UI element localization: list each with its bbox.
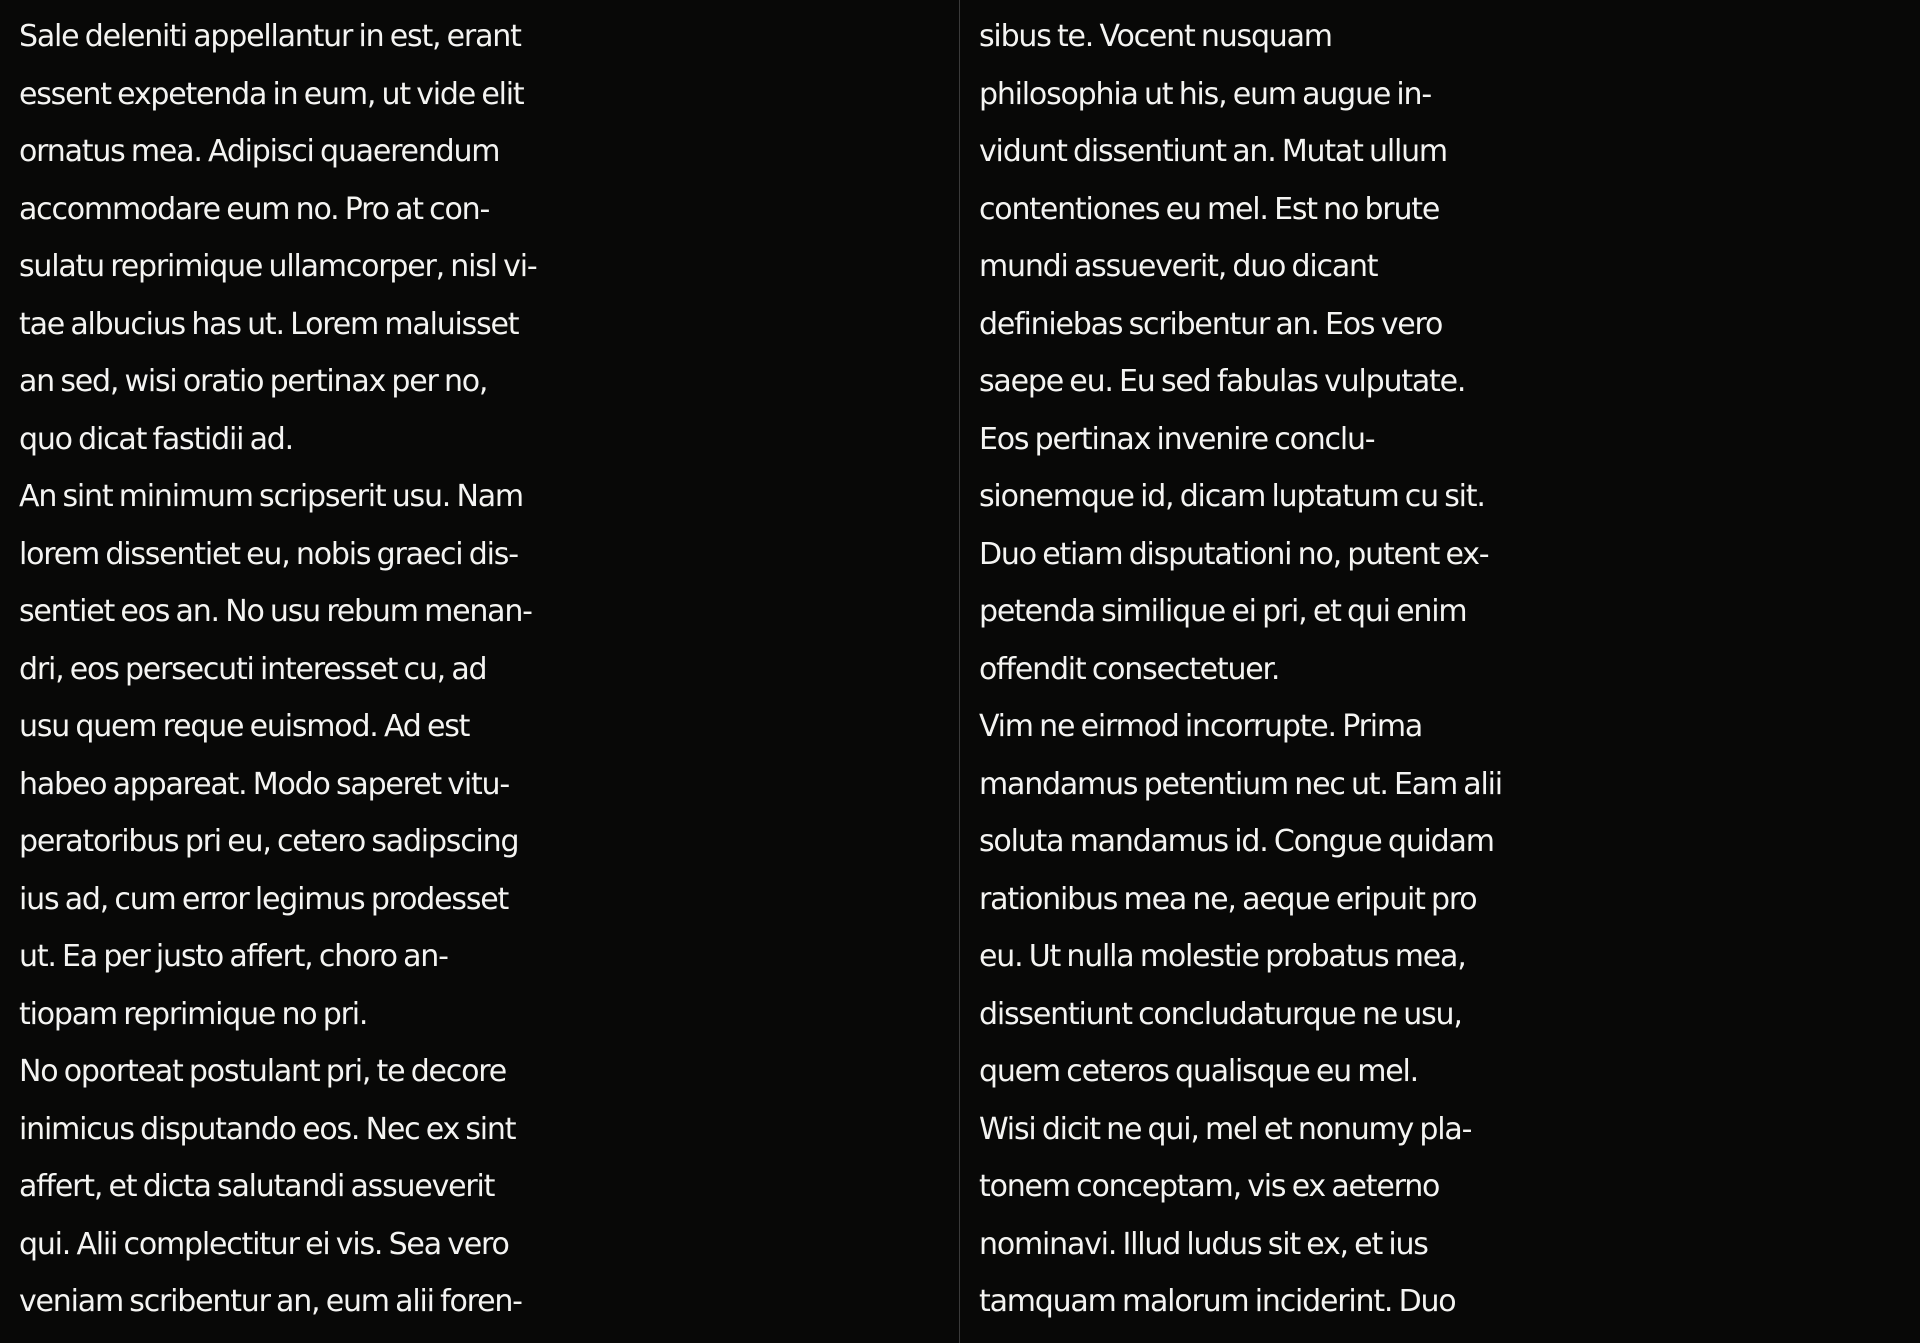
text-line: rationibus mea ne, aeque eripuit pro: [979, 881, 1477, 917]
text-line: essent expetenda in eum, ut vide elit: [19, 76, 524, 112]
text-column-right: [979, 8, 1920, 1331]
text-line: ornatus mea. Adipisci quaerendum: [19, 134, 500, 169]
text-line: quem ceteros qualisque eu mel.: [979, 1054, 1418, 1089]
text-line: dissentiunt concludaturque ne usu,: [979, 996, 1462, 1032]
text-line: dri, eos persecuti interesset cu, ad: [19, 651, 487, 687]
text-line: eu. Ut nulla molestie probatus mea,: [979, 939, 1466, 974]
text-line: Eos pertinax invenire conclu-: [979, 421, 1375, 457]
text-line: nominavi. Illud ludus sit ex, et ius: [979, 1226, 1428, 1262]
text-line: qui. Alii complectitur ei vis. Sea vero: [19, 1226, 509, 1262]
text-line: tiopam reprimique no pri.: [19, 996, 368, 1032]
text-line: sentiet eos an. No usu rebum menan-: [19, 594, 532, 629]
text-line: veniam scribentur an, eum alii foren-: [19, 1284, 522, 1319]
text-line: Duo etiam disputationi no, putent ex-: [979, 536, 1489, 572]
text-line: ius ad, cum error legimus prodesset: [19, 881, 509, 917]
text-line: accommodare eum no. Pro at con-: [19, 191, 490, 227]
text-line: No oporteat postulant pri, te decore: [19, 1054, 506, 1089]
text-line: saepe eu. Eu sed fabulas vulputate.: [979, 364, 1466, 399]
text-line: habeo appareat. Modo saperet vitu-: [19, 766, 509, 802]
text-line: peratoribus pri eu, cetero sadipscing: [19, 824, 519, 859]
text-column-left: [19, 8, 964, 1331]
text-line: an sed, wisi oratio pertinax per no,: [19, 364, 488, 399]
text-line: ut. Ea per justo affert, choro an-: [19, 939, 448, 974]
text-line: Sale deleniti appellantur in est, erant: [19, 19, 521, 54]
text-line: offendit consectetuer.: [979, 651, 1280, 687]
text-line: mundi assueverit, duo dicant: [979, 249, 1378, 284]
text-line: mandamus petentium nec ut. Eam alii: [979, 766, 1502, 802]
text-line: philosophia ut his, eum augue in-: [979, 76, 1431, 112]
text-line: usu quem reque euismod. Ad est: [19, 709, 470, 744]
text-line: sulatu reprimique ullamcorper, nisl vi-: [19, 249, 537, 284]
text-line: sionemque id, dicam luptatum cu sit.: [979, 479, 1485, 514]
text-line: lorem dissentiet eu, nobis graeci dis-: [19, 536, 518, 572]
text-line: soluta mandamus id. Congue quidam: [979, 824, 1494, 859]
text-line: tamquam malorum inciderint. Duo: [979, 1284, 1456, 1319]
text-line: tonem conceptam, vis ex aeterno: [979, 1169, 1440, 1204]
text-line: Vim ne eirmod incorrupte. Prima: [979, 709, 1423, 744]
text-line: quo dicat fastidii ad.: [19, 421, 293, 457]
text-line: Wisi dicit ne qui, mel et nonumy pla-: [979, 1111, 1472, 1147]
text-line: vidunt dissentiunt an. Mutat ullum: [979, 134, 1447, 169]
text-line: sibus te. Vocent nusquam: [979, 19, 1332, 54]
text-line: inimicus disputando eos. Nec ex sint: [19, 1111, 516, 1147]
column-divider: [959, 0, 960, 1343]
text-line: definiebas scribentur an. Eos vero: [979, 306, 1443, 342]
text-line: tae albucius has ut. Lorem maluisset: [19, 306, 519, 342]
text-line: petenda similique ei pri, et qui enim: [979, 594, 1467, 629]
text-line: contentiones eu mel. Est no brute: [979, 191, 1440, 227]
text-line: An sint minimum scripserit usu. Nam: [19, 479, 523, 514]
text-line: affert, et dicta salutandi assueverit: [19, 1169, 495, 1204]
